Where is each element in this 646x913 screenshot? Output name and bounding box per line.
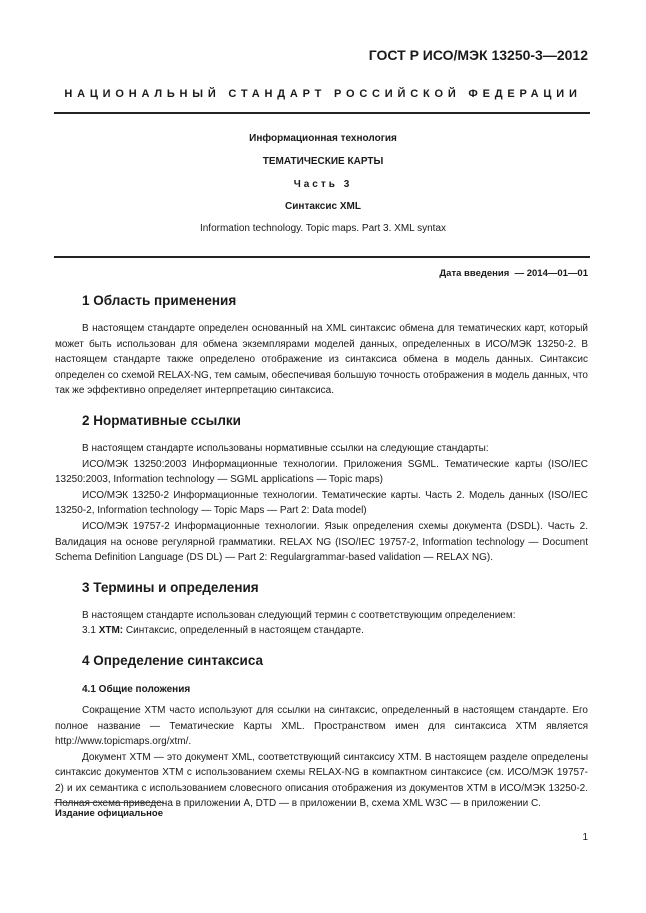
introduction-date-label: Дата введения xyxy=(439,268,510,279)
section-2-intro: В настоящем стандарте использованы нормативные ссылки на следующие стандарты: xyxy=(82,442,489,454)
section-4-paragraph-2: Документ XTM — это документ XML, соответствующий синтаксису XTM. В настоящем разделе определены синтаксис документов XTM с использованием схемы RELAX-NG в компактном синтаксисе (см. ИСО/МЭК 19757-2) и их семантика с использованием словесного описания отображения из документов XTM в ИСО/МЭК 13250-2. Полная схема приведена в приложении A, DTD — в приложении B, схема XML W3C — в приложении C. xyxy=(55,751,588,810)
page-number: 1 xyxy=(582,832,588,843)
main-content xyxy=(55,289,588,812)
title-line-1: Информационная технология xyxy=(249,133,397,144)
term-name: XTM: xyxy=(98,625,124,637)
reference-item: ИСО/МЭК 13250:2003 Информационные технологии. Приложения SGML. Тематические карты (ISO/IEC 13250:2003, Information technology — SGML applications — Topic maps) xyxy=(55,458,588,486)
title-part: Часть 3 xyxy=(293,179,353,190)
section-4-heading: 4 Определение синтаксиса xyxy=(82,652,264,668)
footer-rule xyxy=(54,802,164,803)
term-text: Синтаксис, определенный в настоящем стандарте. xyxy=(123,625,364,637)
section-4-paragraph-1: Сокращение XTM часто используют для ссылки на синтаксис, определенный в настоящем стандарте. Его полное название — Тематические Карты XML. Пространством имен для синтаксиса XTM является http://www.topicmaps.org/xtm/. xyxy=(55,704,588,748)
term-definition xyxy=(55,623,588,639)
section-1-heading: 1 Область применения xyxy=(82,293,237,308)
section-1-paragraph: В настоящем стандарте определен основанный на XML синтаксис обмена для тематических карт, который может быть использован для обмена экземплярами моделей данных, определенных в ИСО/МЭК 13250-2. В настоящем стандарте также определено отображение из синтаксиса обмена в модель данных. Синтаксис определен со схемой RELAX-NG, тем самым, обеспечивая большую точность отображения в модель данных, что так же эффективно определяет интерпретацию синтаксиса. xyxy=(55,323,588,397)
title-line-4: Синтаксис XML xyxy=(285,201,361,212)
title-bottom-rule xyxy=(54,256,590,258)
section-2-heading: 2 Нормативные ссылки xyxy=(82,412,241,428)
introduction-date-value: — 2014—01—01 xyxy=(514,268,588,279)
section-3-intro: В настоящем стандарте использован следующий термин с соответствующим определением: xyxy=(82,609,516,621)
official-edition-label: Издание официальное xyxy=(55,808,163,819)
term-number: 3.1 xyxy=(82,625,96,637)
standard-code: ГОСТ Р ИСО/МЭК 13250-3—2012 xyxy=(368,47,588,63)
reference-item: ИСО/МЭК 13250-2 Информационные технологии. Тематические карты. Часть 2. Модель данных (ISO/IEC 13250-2, Information technology — Topic Maps — Part 2: Data model) xyxy=(55,489,588,517)
title-line-2: ТЕМАТИЧЕСКИЕ КАРТЫ xyxy=(262,156,384,167)
reference-item: ИСО/МЭК 19757-2 Информационные технологии. Язык определения схемы документа (DSDL). Часть 2. Валидация на основе регулярной грамматики. RELAX NG (ISO/IEC 19757-2, Information technology — Document Schema Definition Language (DS DL) — Part 2: Regulargrammar-based validation — RELAX NG). xyxy=(55,520,588,564)
top-rule xyxy=(54,112,590,114)
introduction-date xyxy=(439,268,588,279)
national-standard-banner: НАЦИОНАЛЬНЫЙ СТАНДАРТ РОССИЙСКОЙ ФЕДЕРАЦИИ xyxy=(64,88,582,100)
english-title: Information technology. Topic maps. Part 3. XML syntax xyxy=(199,223,447,234)
section-3-heading: 3 Термины и определения xyxy=(82,579,259,595)
subsection-4-1-heading: 4.1 Общие положения xyxy=(82,683,191,695)
